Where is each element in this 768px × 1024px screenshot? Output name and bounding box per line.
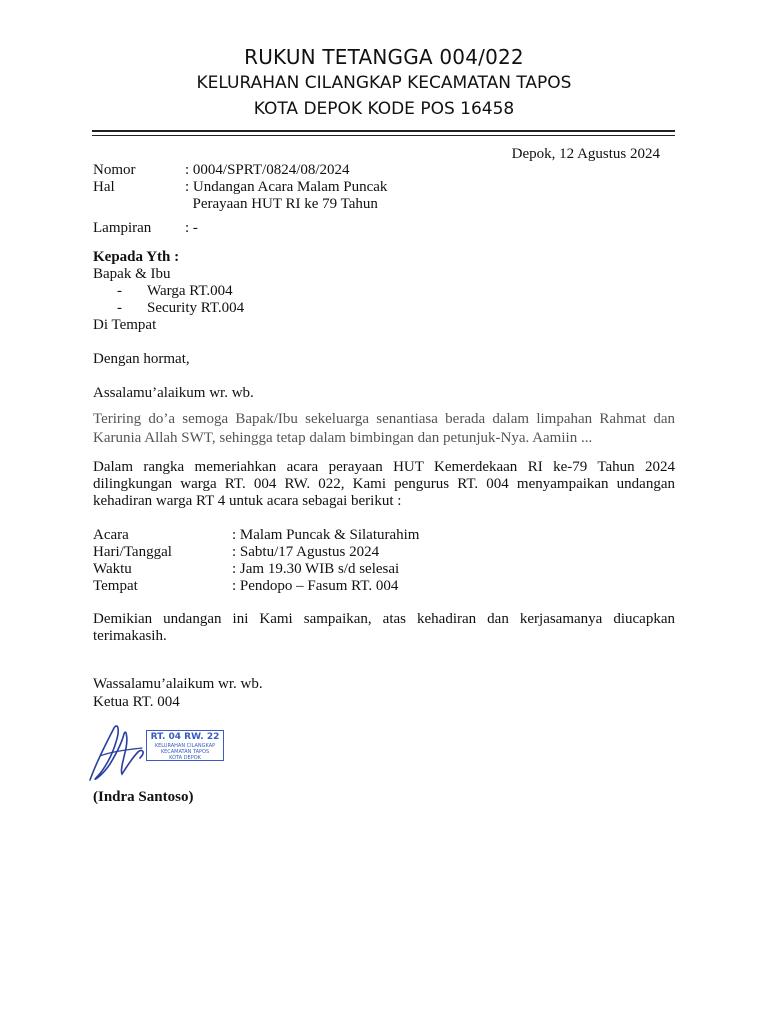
detail-value: : Sabtu/17 Agustus 2024 bbox=[232, 544, 380, 560]
hal-value-line2: Perayaan HUT RI ke 79 Tahun bbox=[185, 196, 378, 212]
signature-image bbox=[80, 718, 150, 788]
list-dash: - bbox=[117, 300, 122, 316]
stamp-title: RT. 04 RW. 22 bbox=[150, 732, 220, 742]
letterhead-title: RUKUN TETANGGA 004/022 bbox=[244, 45, 524, 69]
header-divider-thick bbox=[92, 130, 675, 132]
salam-closing: Wassalamu’alaikum wr. wb. bbox=[93, 676, 263, 692]
detail-row-waktu bbox=[93, 561, 419, 578]
meta-hal-cont bbox=[93, 196, 387, 213]
detail-row-tempat bbox=[93, 578, 419, 595]
detail-value: : Pendopo – Fasum RT. 004 bbox=[232, 578, 399, 594]
greeting: Dengan hormat, bbox=[93, 351, 190, 367]
prayer-paragraph: Teriring do’a semoga Bapak/Ibu sekeluarga senantiasa berada dalam limpahan Rahmat dan Karunia Allah SWT, sehingga tetap dalam bimbingan dan petunjuk-Nya. Aamiin ... bbox=[93, 411, 675, 446]
stamp-line3: KOTA DEPOK bbox=[169, 755, 201, 761]
lampiran-value: : - bbox=[185, 220, 198, 236]
letter-meta bbox=[93, 162, 387, 237]
recipient-item-warga: Warga RT.004 bbox=[147, 283, 233, 299]
meta-hal bbox=[93, 179, 387, 196]
meta-nomor bbox=[93, 162, 387, 179]
closing-paragraph: Demikian undangan ini Kami sampaikan, atas kehadiran dan kerjasamanya diucapkan terimakasih. bbox=[93, 611, 675, 644]
detail-value: : Malam Puncak & Silaturahim bbox=[232, 527, 420, 543]
recipient-item-security: Security RT.004 bbox=[147, 300, 245, 316]
rt-stamp bbox=[146, 730, 224, 761]
recipient-item bbox=[93, 300, 675, 317]
recipient-salutation: Bapak & Ibu bbox=[93, 266, 171, 282]
header-divider-thin bbox=[92, 135, 675, 136]
salam-opening: Assalamu’alaikum wr. wb. bbox=[93, 385, 254, 401]
detail-label: Hari/Tanggal bbox=[93, 544, 172, 560]
stamp-line1: KELURAHAN CILANGKAP bbox=[154, 743, 216, 749]
letterhead-kota: KOTA DEPOK KODE POS 16458 bbox=[253, 99, 515, 119]
nomor-value: : 0004/SPRT/0824/08/2024 bbox=[185, 162, 350, 178]
recipient-block bbox=[93, 249, 675, 334]
letterhead-kelurahan: KELURAHAN CILANGKAP KECAMATAN TAPOS bbox=[196, 73, 572, 93]
recipient-item bbox=[93, 283, 675, 300]
detail-label: Waktu bbox=[93, 561, 132, 577]
lampiran-label: Lampiran bbox=[93, 220, 152, 236]
meta-lampiran bbox=[93, 220, 387, 237]
signer-name: (Indra Santoso) bbox=[93, 789, 194, 805]
signer-position: Ketua RT. 004 bbox=[93, 694, 180, 710]
invitation-paragraph: Dalam rangka memeriahkan acara perayaan HUT Kemerdekaan RI ke-79 Tahun 2024 dilingkungan warga RT. 004 RW. 022, Kami pengurus RT. 004 menyampaikan undangan kehadiran warga RT 4 untuk acara sebagai berikut : bbox=[93, 459, 675, 509]
event-details bbox=[93, 527, 419, 595]
kepada-heading: Kepada Yth : bbox=[93, 249, 180, 265]
letter-date: Depok, 12 Agustus 2024 bbox=[511, 146, 660, 162]
recipient-place: Di Tempat bbox=[93, 317, 157, 333]
stamp-line2: KECAMATAN TAPOS bbox=[160, 749, 210, 755]
detail-label: Tempat bbox=[93, 578, 138, 594]
detail-label: Acara bbox=[93, 527, 129, 543]
detail-row-acara bbox=[93, 527, 419, 544]
nomor-label: Nomor bbox=[93, 162, 136, 178]
hal-label: Hal bbox=[93, 179, 115, 195]
hal-value-line1: : Undangan Acara Malam Puncak bbox=[185, 179, 388, 195]
detail-row-tanggal bbox=[93, 544, 419, 561]
detail-value: : Jam 19.30 WIB s/d selesai bbox=[232, 561, 400, 577]
letterhead bbox=[0, 44, 768, 122]
list-dash: - bbox=[117, 283, 122, 299]
